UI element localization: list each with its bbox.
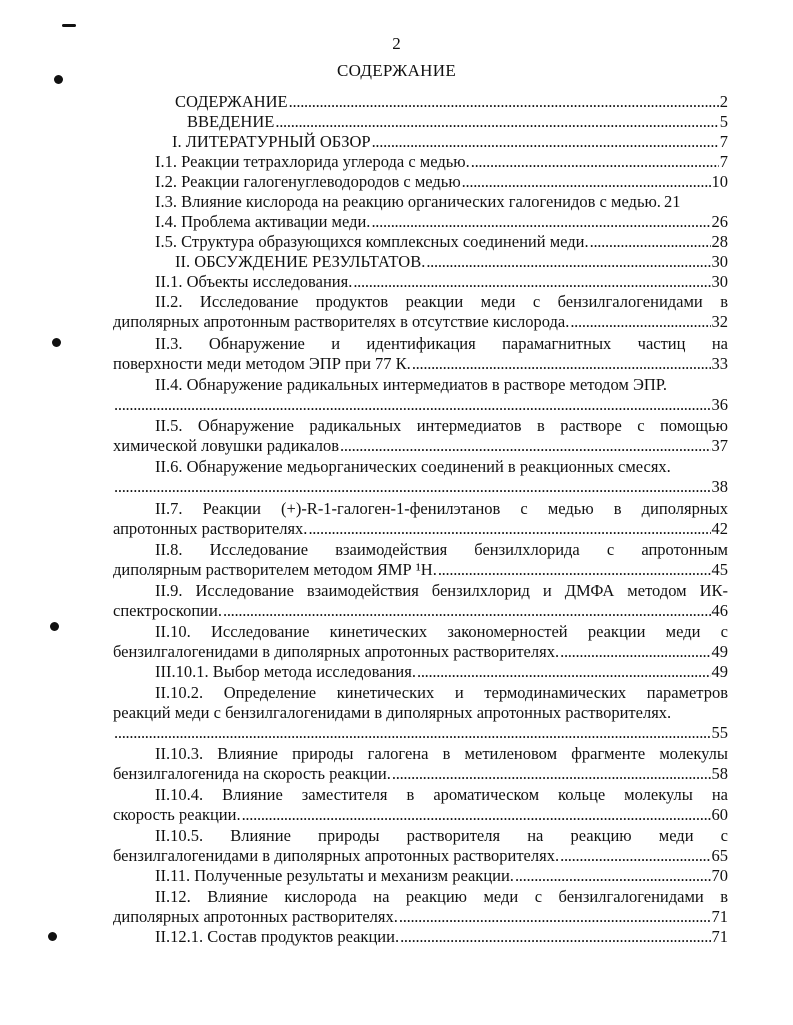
toc-entry-title: III.10.1. Выбор метода исследования. [155,662,416,681]
toc-entry-page: 71 [711,927,728,946]
toc-entry-title: диполярным растворителем методом ЯМР ¹Н. [113,560,437,579]
toc-entry-page: 28 [711,232,728,251]
toc-entry-2-10-2-line1[interactable]: II.10.2. Определение кинетических и термодинамических параметров [155,683,728,702]
toc-entry-page: 5 [719,112,728,131]
toc-entry-title: I. ЛИТЕРАТУРНЫЙ ОБЗОР [172,132,371,151]
toc-entry-2-4-line1[interactable] [155,375,728,394]
toc-entry-2-11[interactable] [155,866,728,885]
toc-entry-page: 26 [711,212,728,231]
toc-entry-title: II.4. Обнаружение радикальных интермедиатов в растворе методом ЭПР. [155,375,667,394]
page-number: 2 [392,34,401,53]
toc-entry-page: 45 [711,560,728,579]
toc-entry-title: диполярных апротонным растворителях в отсутствие кислорода. [113,312,570,331]
toc-entry-2-5-line2[interactable] [113,436,728,455]
toc-entry-2-9-line2[interactable] [113,601,728,620]
scan-mark-top [62,24,76,27]
toc-entry-literature-review[interactable] [172,132,728,151]
toc-entry-title: бензилгалогенидами в диполярных апротонных растворителях. [113,642,560,661]
toc-entry-2-3-line1[interactable]: II.3. Обнаружение и идентификация парамагнитных частиц на [155,334,728,353]
toc-entry-page: 21 [663,192,681,211]
toc-entry-1-5[interactable] [155,232,728,251]
toc-entry-page: 37 [711,436,728,455]
toc-entry-page: 32 [711,312,728,331]
toc-entry-page: 38 [711,477,728,496]
toc-entry-1-1[interactable] [155,152,728,171]
toc-entry-page: 36 [711,395,728,414]
toc-entry-2-6-line1[interactable] [155,457,728,476]
scan-mark-3 [50,622,59,631]
toc-entry-2-4-line2[interactable] [113,395,728,414]
toc-entry-2-7-line1[interactable]: II.7. Реакции (+)-R-1-галоген-1-фенилэтанов с медью в диполярных [155,499,728,518]
toc-entry-2-10-3-line2[interactable] [113,764,728,783]
toc-entry-page: 46 [711,601,728,620]
toc-entry-title: спектроскопии. [113,601,222,620]
toc-entry-2-10-line2[interactable] [113,642,728,661]
toc-entry-title: поверхности меди методом ЭПР при 77 К. [113,354,411,373]
toc-entry-2-3-line2[interactable] [113,354,728,373]
toc-entry-2-8-line1[interactable]: II.8. Исследование взаимодействия бензилхлорида с апротонным [155,540,728,559]
toc-entry-title: II.12.1. Состав продуктов реакции. [155,927,400,946]
toc-entry-introduction[interactable] [187,112,728,131]
toc-entry-title: СОДЕРЖАНИЕ [175,92,288,111]
toc-entry-2-10-4-line1[interactable]: II.10.4. Влияние заместителя в ароматическом кольце молекулы на [155,785,728,804]
toc-entry-title: II.6. Обнаружение медьорганических соединений в реакционных смесях. [155,457,671,476]
toc-entry-2-12-line2[interactable] [113,907,728,926]
scan-mark-2 [52,338,61,347]
toc-entry-title: химической ловушки радикалов [113,436,340,455]
toc-entry-2-1[interactable] [155,272,728,291]
toc-entry-1-4[interactable] [155,212,728,231]
toc-entry-title: бензилгалогенида на скорость реакции. [113,764,391,783]
toc-entry-2-7-line2[interactable] [113,519,728,538]
toc-entry-discussion[interactable] [175,252,728,271]
toc-entry-title: I.2. Реакции галогенуглеводородов с медью [155,172,461,191]
toc-entry-title: I.4. Проблема активации меди. [155,212,371,231]
toc-entry-2-10-3-line1[interactable]: II.10.3. Влияние природы галогена в метиленовом фрагменте молекулы [155,744,728,763]
toc-entry-1-3[interactable] [155,192,728,211]
toc-entry-title: II.11. Полученные результаты и механизм реакции. [155,866,514,885]
toc-entry-page: 70 [711,866,728,885]
toc-entry-title: апротонных растворителях. [113,519,308,538]
toc-entry-title: I.5. Структура образующихся комплексных соединений меди. [155,232,589,251]
scan-mark-4 [48,932,57,941]
toc-entry-title: скорость реакции. [113,805,241,824]
toc-entry-page: 30 [711,252,728,271]
toc-entry-page: 7 [719,132,728,151]
toc-entry-2-5-line1[interactable]: II.5. Обнаружение радикальных интермедиатов в растворе с помощью [155,416,728,435]
toc-entry-page: 7 [719,152,728,171]
page-title: СОДЕРЖАНИЕ [336,61,457,80]
toc-entry-2-2-line2[interactable] [113,312,728,331]
toc-entry-page: 60 [711,805,728,824]
toc-entry-2-10-line1[interactable]: II.10. Исследование кинетических закономерностей реакции меди с [155,622,728,641]
toc-entry-page: 49 [711,662,728,681]
toc-entry-2-12-1[interactable] [155,927,728,946]
toc-entry-page: 10 [711,172,728,191]
toc-entry-2-10-4-line2[interactable] [113,805,728,824]
toc-entry-2-12-line1[interactable]: II.12. Влияние кислорода на реакцию меди с бензилгалогенидами в [155,887,728,906]
toc-entry-page: 58 [711,764,728,783]
toc-entry-contents[interactable] [175,92,728,111]
toc-entry-page: 49 [711,642,728,661]
toc-entry-2-10-1[interactable] [155,662,728,681]
toc-entry-2-9-line1[interactable]: II.9. Исследование взаимодействия бензилхлорид и ДМФА методом ИК- [155,581,728,600]
toc-entry-2-6-line2[interactable] [113,477,728,496]
toc-entry-page: 33 [711,354,728,373]
toc-entry-2-2-line1[interactable]: II.2. Исследование продуктов реакции меди с бензилгалогенидами в [155,292,728,311]
toc-entry-title: диполярных апротонных растворителях. [113,907,398,926]
toc-entry-2-10-5-line2[interactable] [113,846,728,865]
toc-entry-title: реакций меди с бензилгалогенидами в диполярных апротонных растворителях. [113,703,672,722]
toc-entry-page: 71 [711,907,728,926]
toc-entry-page: 30 [711,272,728,291]
toc-entry-page: 2 [719,92,728,111]
toc-entry-title: ВВЕДЕНИЕ [187,112,275,131]
toc-entry-1-2[interactable] [155,172,728,191]
toc-entry-title: II.1. Объекты исследования. [155,272,353,291]
toc-entry-2-10-5-line1[interactable]: II.10.5. Влияние природы растворителя на реакцию меди с [155,826,728,845]
toc-entry-2-10-2-line2[interactable] [113,703,728,722]
toc-entry-title: I.3. Влияние кислорода на реакцию органических галогенидов с медью. [155,192,661,211]
toc-entry-page: 42 [711,519,728,538]
toc-entry-title: II. ОБСУЖДЕНИЕ РЕЗУЛЬТАТОВ. [175,252,426,271]
toc-entry-title: бензилгалогенидами в диполярных апротонных растворителях. [113,846,560,865]
scan-mark-1 [54,75,63,84]
toc-entry-title: I.1. Реакции тетрахлорида углерода с медью. [155,152,470,171]
toc-entry-page: 65 [711,846,728,865]
toc-entry-2-10-2-line3[interactable] [113,723,728,742]
toc-entry-2-8-line2[interactable] [113,560,728,579]
toc-entry-page: 55 [711,723,728,742]
